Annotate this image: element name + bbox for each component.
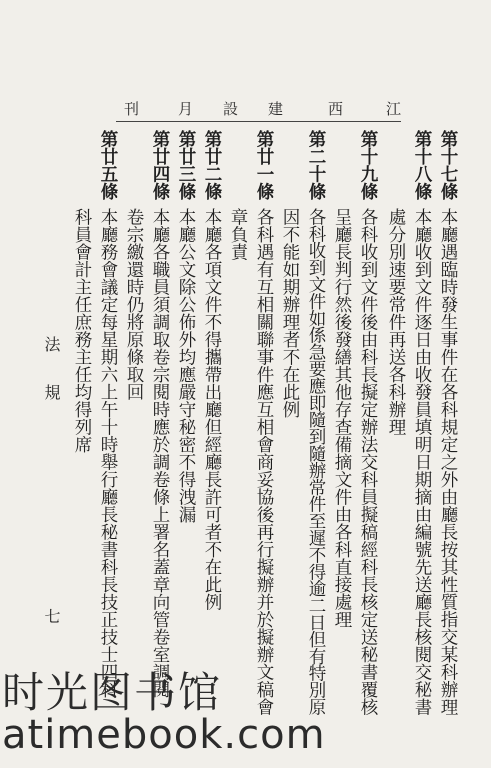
article-text: 呈廳長判行然後發繕其他存查備摘文件由各科直接處理 xyxy=(332,208,352,628)
article-label: 第十七條 xyxy=(438,130,458,200)
article-label: 第廿四條 xyxy=(150,130,170,200)
article-label: 第十八條 xyxy=(412,130,432,200)
article-label: 第廿五條 xyxy=(98,130,118,200)
article-label: 第十九條 xyxy=(358,130,378,200)
article-text: 各科遇有互相關聯事件應互相會商妥協後再行擬辦并於擬辦文稿會 xyxy=(254,208,274,716)
article-text: 科員會計主任庶務主任均得列席 xyxy=(72,208,92,453)
header-char: 西 xyxy=(328,100,344,118)
article-label: 第廿二條 xyxy=(202,130,222,200)
article-text: 章負責 xyxy=(228,208,248,261)
article-text: 本廳遇臨時發生事件在各科規定之外由廳長按其性質指交某科辦理 xyxy=(438,208,458,716)
article-text: 處分別速要常件再送各科辦理 xyxy=(386,208,406,436)
article-label: 第廿三條 xyxy=(176,130,196,200)
article-text: 本廳收到文件逐日由收發員填明日期摘由編號先送廳長核閱交秘書 xyxy=(412,208,432,716)
page-number: 七 xyxy=(42,608,61,624)
article-text: 本廳各職員須調取卷宗閱時應於調卷條上署名蓋章向管卷室調閱 xyxy=(150,208,170,698)
article-text: 各科收到文件如係急要應即隨到隨辦常件至遲不得逾二日但有特別原 xyxy=(306,208,326,716)
header-rule xyxy=(116,121,401,122)
header-char: 設 xyxy=(223,100,239,118)
article-text: 本廳務會議定每星期六上午十時舉行廳長秘書科長技正技士四科 xyxy=(98,208,118,698)
article-label: 第廿一條 xyxy=(254,130,274,200)
article-text: 因不能如期辦理者不在此例 xyxy=(280,208,300,418)
section-label: 法 規 xyxy=(42,336,61,408)
article-label: 第二十條 xyxy=(306,130,326,200)
article-text: 各科收到文件後由科長擬定辦法交科員擬稿經科長核定送秘書覆核 xyxy=(358,208,378,716)
header-char: 月 xyxy=(178,100,194,118)
article-text: 卷宗繳還時仍將原條取回 xyxy=(124,208,144,401)
watermark-url: atimebook.com xyxy=(2,712,326,758)
header-char: 建 xyxy=(268,100,284,118)
article-text: 本廳公文除公佈外均應嚴守秘密不得洩漏 xyxy=(176,208,196,523)
watermark-title: 时光图书馆 xyxy=(2,668,223,717)
header-char: 江 xyxy=(386,100,402,118)
header-char: 刊 xyxy=(124,100,140,118)
article-text: 本廳各項文件不得攜帶出廳但經廳長許可者不在此例 xyxy=(202,208,222,611)
